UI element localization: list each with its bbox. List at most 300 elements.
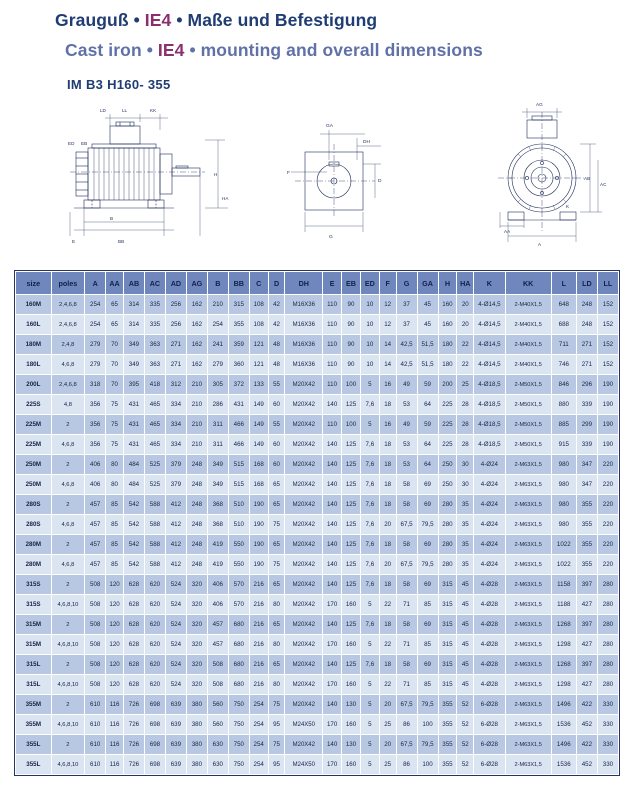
table-cell-size: 315M (16, 615, 52, 635)
table-cell-aa: 116 (106, 715, 124, 735)
table-cell-ll: 152 (597, 315, 618, 335)
table-cell-poles: 4,6,8 (51, 555, 85, 575)
table-cell-kk: 2-M63X1,5 (505, 675, 551, 695)
dimension-label-ed: ED (68, 141, 75, 146)
table-cell-ac: 525 (144, 455, 165, 475)
table-cell-c: 190 (249, 555, 268, 575)
table-cell-size: 225M (16, 435, 52, 455)
table-cell-l: 915 (551, 435, 576, 455)
table-cell-ld: 422 (576, 735, 597, 755)
page-title-english (65, 40, 624, 61)
table-cell-ag: 248 (186, 535, 207, 555)
table-row (16, 495, 619, 515)
table-cell-ga: 69 (417, 535, 438, 555)
table-cell-ed: 5 (360, 635, 379, 655)
column-header: AC (144, 272, 165, 295)
table-cell-ga: 64 (417, 435, 438, 455)
column-header: BB (228, 272, 249, 295)
catalog-page (0, 10, 634, 788)
table-cell-eb: 100 (342, 375, 361, 395)
table-cell-poles: 2 (51, 735, 85, 755)
table-cell-e: 140 (323, 535, 342, 555)
table-cell-c: 216 (249, 575, 268, 595)
table-cell-ad: 524 (165, 575, 186, 595)
table-cell-ac: 418 (144, 375, 165, 395)
table-cell-a: 610 (85, 695, 106, 715)
table-cell-ha: 52 (457, 735, 474, 755)
table-cell-ha: 28 (457, 395, 474, 415)
column-header: LD (576, 272, 597, 295)
table-cell-ag: 320 (186, 575, 207, 595)
table-cell-ad: 312 (165, 375, 186, 395)
table-cell-g: 58 (396, 615, 417, 635)
table-cell-b: 457 (207, 635, 228, 655)
table-row (16, 555, 619, 575)
table-cell-dh: M20X42 (285, 515, 323, 535)
table-cell-bb: 680 (228, 675, 249, 695)
table-cell-ab: 726 (123, 695, 144, 715)
table-cell-ad: 334 (165, 415, 186, 435)
table-cell-kk: 2-M63X1,5 (505, 655, 551, 675)
table-cell-ha: 25 (457, 375, 474, 395)
table-cell-dh: M20X42 (285, 635, 323, 655)
table-cell-ga: 79,5 (417, 515, 438, 535)
table-cell-ga: 45 (417, 295, 438, 315)
table-cell-ad: 524 (165, 635, 186, 655)
table-cell-d: 42 (268, 295, 285, 315)
table-cell-k: 4-Ø24 (474, 455, 505, 475)
table-cell-a: 356 (85, 415, 106, 435)
table-cell-a: 356 (85, 435, 106, 455)
table-cell-dh: M16X36 (285, 355, 323, 375)
table-cell-ga: 64 (417, 395, 438, 415)
table-cell-a: 610 (85, 755, 106, 775)
column-header: G (396, 272, 417, 295)
table-cell-l: 711 (551, 335, 576, 355)
table-cell-ll: 220 (597, 515, 618, 535)
table-cell-ac: 620 (144, 595, 165, 615)
table-cell-aa: 75 (106, 435, 124, 455)
table-cell-f: 12 (379, 315, 396, 335)
table-cell-ab: 542 (123, 515, 144, 535)
table-cell-aa: 116 (106, 755, 124, 775)
table-cell-e: 140 (323, 475, 342, 495)
table-cell-f: 20 (379, 515, 396, 535)
table-row (16, 575, 619, 595)
table-cell-bb: 372 (228, 375, 249, 395)
table-cell-k: 6-Ø28 (474, 695, 505, 715)
table-cell-e: 140 (323, 735, 342, 755)
dimension-label-ab: AB (584, 176, 591, 181)
table-cell-e: 110 (323, 295, 342, 315)
table-cell-h: 315 (438, 575, 457, 595)
table-cell-h: 160 (438, 315, 457, 335)
table-cell-f: 14 (379, 335, 396, 355)
table-cell-c: 254 (249, 715, 268, 735)
table-cell-kk: 2-M40X1,5 (505, 355, 551, 375)
table-cell-ld: 347 (576, 475, 597, 495)
table-cell-ab: 726 (123, 755, 144, 775)
table-cell-eb: 90 (342, 295, 361, 315)
table-cell-ab: 431 (123, 415, 144, 435)
table-cell-g: 53 (396, 395, 417, 415)
table-cell-poles: 4,6,8,10 (51, 595, 85, 615)
table-cell-size: 280S (16, 495, 52, 515)
table-cell-ga: 69 (417, 475, 438, 495)
table-cell-kk: 2-M40X1,5 (505, 295, 551, 315)
dimension-label-ag: AG (536, 102, 543, 107)
table-cell-k: 4-Ø18,5 (474, 435, 505, 455)
table-cell-ha: 35 (457, 495, 474, 515)
table-cell-e: 140 (323, 515, 342, 535)
table-cell-ac: 620 (144, 615, 165, 635)
table-cell-ac: 698 (144, 755, 165, 775)
table-cell-h: 315 (438, 635, 457, 655)
table-cell-h: 355 (438, 715, 457, 735)
table-cell-ad: 639 (165, 755, 186, 775)
table-cell-ab: 628 (123, 635, 144, 655)
table-cell-g: 42,5 (396, 335, 417, 355)
column-header: C (249, 272, 268, 295)
table-cell-e: 170 (323, 635, 342, 655)
table-cell-ag: 248 (186, 455, 207, 475)
table-cell-poles: 4,6,8,10 (51, 675, 85, 695)
table-cell-eb: 125 (342, 395, 361, 415)
table-cell-ed: 7,6 (360, 395, 379, 415)
column-header: HA (457, 272, 474, 295)
table-cell-ll: 190 (597, 435, 618, 455)
table-cell-poles: 2,4,6,8 (51, 295, 85, 315)
table-cell-aa: 80 (106, 455, 124, 475)
table-cell-aa: 75 (106, 395, 124, 415)
table-cell-f: 25 (379, 755, 396, 775)
table-cell-ha: 45 (457, 655, 474, 675)
table-cell-ll: 280 (597, 575, 618, 595)
table-cell-l: 1188 (551, 595, 576, 615)
table-cell-ll: 330 (597, 695, 618, 715)
table-cell-k: 4-Ø14,5 (474, 295, 505, 315)
table-cell-d: 75 (268, 735, 285, 755)
table-cell-dh: M16X36 (285, 295, 323, 315)
column-header: H (438, 272, 457, 295)
table-cell-aa: 116 (106, 735, 124, 755)
table-cell-ad: 334 (165, 395, 186, 415)
table-cell-l: 1268 (551, 615, 576, 635)
table-cell-g: 67,5 (396, 555, 417, 575)
dimensions-table-wrapper (14, 270, 620, 776)
table-cell-ll: 220 (597, 555, 618, 575)
dimensions-table (15, 271, 619, 775)
table-cell-k: 4-Ø14,5 (474, 355, 505, 375)
table-cell-ha: 35 (457, 555, 474, 575)
table-cell-bb: 355 (228, 315, 249, 335)
table-cell-k: 4-Ø28 (474, 575, 505, 595)
table-cell-k: 6-Ø28 (474, 735, 505, 755)
table-cell-ld: 452 (576, 755, 597, 775)
table-cell-eb: 160 (342, 715, 361, 735)
table-cell-a: 406 (85, 455, 106, 475)
column-header: AG (186, 272, 207, 295)
table-cell-ab: 314 (123, 315, 144, 335)
table-cell-size: 180L (16, 355, 52, 375)
table-cell-c: 190 (249, 515, 268, 535)
table-cell-f: 18 (379, 435, 396, 455)
table-cell-a: 508 (85, 575, 106, 595)
table-cell-f: 14 (379, 355, 396, 375)
table-cell-k: 4-Ø18,5 (474, 375, 505, 395)
table-cell-ha: 45 (457, 615, 474, 635)
table-cell-a: 508 (85, 615, 106, 635)
table-row (16, 355, 619, 375)
table-cell-c: 254 (249, 735, 268, 755)
table-cell-d: 80 (268, 635, 285, 655)
table-cell-kk: 2-M50X1,5 (505, 435, 551, 455)
table-cell-ab: 628 (123, 615, 144, 635)
column-header: B (207, 272, 228, 295)
table-cell-b: 630 (207, 755, 228, 775)
table-cell-aa: 85 (106, 495, 124, 515)
column-header: F (379, 272, 396, 295)
table-cell-ad: 256 (165, 315, 186, 335)
table-cell-k: 4-Ø28 (474, 635, 505, 655)
table-cell-a: 279 (85, 355, 106, 375)
table-cell-d: 42 (268, 315, 285, 335)
table-cell-kk: 2-M63X1,5 (505, 455, 551, 475)
table-cell-dh: M20X42 (285, 455, 323, 475)
table-cell-e: 140 (323, 555, 342, 575)
table-cell-l: 980 (551, 455, 576, 475)
table-cell-g: 58 (396, 535, 417, 555)
table-cell-ld: 355 (576, 535, 597, 555)
table-cell-e: 170 (323, 675, 342, 695)
table-cell-ad: 379 (165, 455, 186, 475)
column-header: AD (165, 272, 186, 295)
table-cell-d: 80 (268, 675, 285, 695)
table-cell-b: 349 (207, 475, 228, 495)
table-cell-g: 71 (396, 675, 417, 695)
table-cell-ga: 85 (417, 595, 438, 615)
table-cell-a: 406 (85, 475, 106, 495)
table-cell-ag: 380 (186, 715, 207, 735)
table-cell-ed: 7,6 (360, 475, 379, 495)
table-cell-h: 315 (438, 675, 457, 695)
table-cell-d: 65 (268, 495, 285, 515)
table-cell-k: 4-Ø24 (474, 495, 505, 515)
title-en-separator: • (146, 40, 158, 60)
table-cell-k: 4-Ø18,5 (474, 415, 505, 435)
table-cell-ag: 320 (186, 595, 207, 615)
table-cell-ld: 355 (576, 515, 597, 535)
table-body (16, 295, 619, 775)
table-cell-e: 140 (323, 695, 342, 715)
table-cell-g: 71 (396, 595, 417, 615)
table-cell-kk: 2-M63X1,5 (505, 535, 551, 555)
table-cell-l: 746 (551, 355, 576, 375)
table-cell-dh: M20X42 (285, 575, 323, 595)
table-cell-h: 355 (438, 755, 457, 775)
table-cell-poles: 2 (51, 415, 85, 435)
table-cell-ac: 698 (144, 695, 165, 715)
drawing-front-view (480, 100, 630, 250)
table-cell-c: 216 (249, 655, 268, 675)
column-header: DH (285, 272, 323, 295)
table-cell-dh: M20X42 (285, 415, 323, 435)
table-cell-e: 110 (323, 375, 342, 395)
table-cell-ga: 79,5 (417, 735, 438, 755)
table-cell-ad: 412 (165, 555, 186, 575)
table-cell-ha: 52 (457, 755, 474, 775)
table-cell-poles: 4,6,8 (51, 475, 85, 495)
table-cell-e: 140 (323, 395, 342, 415)
table-cell-ha: 28 (457, 415, 474, 435)
table-cell-k: 4-Ø14,5 (474, 335, 505, 355)
table-cell-ga: 69 (417, 495, 438, 515)
table-cell-b: 508 (207, 655, 228, 675)
table-cell-size: 315S (16, 575, 52, 595)
table-cell-size: 200L (16, 375, 52, 395)
table-cell-poles: 2,4,6,8 (51, 315, 85, 335)
column-header: K (474, 272, 505, 295)
table-cell-ac: 620 (144, 675, 165, 695)
table-cell-ab: 542 (123, 535, 144, 555)
table-row (16, 435, 619, 455)
table-cell-b: 419 (207, 555, 228, 575)
table-cell-ac: 465 (144, 435, 165, 455)
table-cell-e: 140 (323, 615, 342, 635)
table-cell-l: 980 (551, 495, 576, 515)
table-cell-ac: 465 (144, 415, 165, 435)
table-cell-e: 140 (323, 435, 342, 455)
table-cell-b: 368 (207, 495, 228, 515)
column-header: L (551, 272, 576, 295)
table-cell-c: 254 (249, 755, 268, 775)
table-cell-eb: 125 (342, 555, 361, 575)
table-cell-c: 168 (249, 455, 268, 475)
dimension-label-e: E (72, 239, 76, 244)
table-cell-eb: 125 (342, 655, 361, 675)
table-cell-eb: 125 (342, 455, 361, 475)
drawing-shaft-detail (265, 100, 415, 250)
table-cell-a: 318 (85, 375, 106, 395)
table-cell-k: 4-Ø24 (474, 475, 505, 495)
table-cell-k: 4-Ø28 (474, 595, 505, 615)
table-cell-ac: 465 (144, 395, 165, 415)
table-cell-aa: 75 (106, 415, 124, 435)
table-cell-b: 457 (207, 615, 228, 635)
table-cell-c: 149 (249, 395, 268, 415)
table-cell-b: 349 (207, 455, 228, 475)
table-cell-dh: M24X50 (285, 715, 323, 735)
table-cell-poles: 2 (51, 615, 85, 635)
table-cell-size: 160L (16, 315, 52, 335)
table-cell-bb: 515 (228, 455, 249, 475)
table-cell-d: 55 (268, 415, 285, 435)
table-cell-eb: 160 (342, 595, 361, 615)
table-cell-ld: 248 (576, 295, 597, 315)
table-cell-a: 254 (85, 295, 106, 315)
column-header: AB (123, 272, 144, 295)
table-cell-ll: 220 (597, 535, 618, 555)
table-cell-ld: 355 (576, 555, 597, 575)
table-cell-a: 279 (85, 335, 106, 355)
table-cell-kk: 2-M63X1,5 (505, 555, 551, 575)
table-row (16, 315, 619, 335)
table-cell-ab: 314 (123, 295, 144, 315)
table-cell-ad: 334 (165, 435, 186, 455)
table-cell-aa: 120 (106, 655, 124, 675)
table-cell-aa: 80 (106, 475, 124, 495)
table-cell-aa: 85 (106, 535, 124, 555)
table-cell-h: 315 (438, 655, 457, 675)
column-header: GA (417, 272, 438, 295)
table-cell-b: 311 (207, 415, 228, 435)
table-cell-kk: 2-M63X1,5 (505, 475, 551, 495)
table-cell-h: 160 (438, 295, 457, 315)
table-row (16, 455, 619, 475)
table-cell-a: 356 (85, 395, 106, 415)
table-cell-size: 355L (16, 755, 52, 775)
table-cell-bb: 550 (228, 555, 249, 575)
table-cell-ll: 330 (597, 755, 618, 775)
table-cell-k: 4-Ø14,5 (474, 315, 505, 335)
table-cell-ag: 210 (186, 435, 207, 455)
table-cell-ga: 64 (417, 455, 438, 475)
table-cell-d: 95 (268, 715, 285, 735)
table-cell-b: 305 (207, 375, 228, 395)
table-cell-ab: 431 (123, 395, 144, 415)
table-cell-f: 18 (379, 495, 396, 515)
table-cell-ed: 10 (360, 335, 379, 355)
table-cell-e: 140 (323, 655, 342, 675)
table-cell-dh: M20X42 (285, 675, 323, 695)
table-cell-ld: 427 (576, 595, 597, 615)
table-cell-l: 1496 (551, 695, 576, 715)
table-cell-poles: 4,6,8,10 (51, 715, 85, 735)
table-cell-poles: 2 (51, 575, 85, 595)
table-cell-poles: 2 (51, 655, 85, 675)
table-cell-ld: 299 (576, 415, 597, 435)
table-cell-g: 37 (396, 315, 417, 335)
table-cell-d: 60 (268, 395, 285, 415)
table-cell-eb: 125 (342, 435, 361, 455)
table-cell-aa: 120 (106, 575, 124, 595)
table-cell-ed: 5 (360, 735, 379, 755)
table-cell-ed: 7,6 (360, 555, 379, 575)
table-cell-dh: M20X42 (285, 655, 323, 675)
table-cell-ed: 5 (360, 415, 379, 435)
table-cell-kk: 2-M63X1,5 (505, 715, 551, 735)
table-cell-ed: 5 (360, 675, 379, 695)
table-cell-f: 20 (379, 555, 396, 575)
table-row (16, 415, 619, 435)
table-cell-ac: 363 (144, 335, 165, 355)
table-cell-ad: 271 (165, 355, 186, 375)
table-cell-ac: 588 (144, 495, 165, 515)
table-cell-f: 18 (379, 475, 396, 495)
table-header-row (16, 272, 619, 295)
table-cell-ha: 30 (457, 455, 474, 475)
table-cell-b: 210 (207, 295, 228, 315)
table-cell-ad: 639 (165, 715, 186, 735)
table-cell-dh: M16X36 (285, 335, 323, 355)
table-cell-ga: 100 (417, 715, 438, 735)
table-cell-h: 280 (438, 555, 457, 575)
table-cell-ha: 22 (457, 355, 474, 375)
table-row (16, 295, 619, 315)
column-header: ED (360, 272, 379, 295)
table-cell-d: 48 (268, 335, 285, 355)
table-cell-a: 457 (85, 535, 106, 555)
